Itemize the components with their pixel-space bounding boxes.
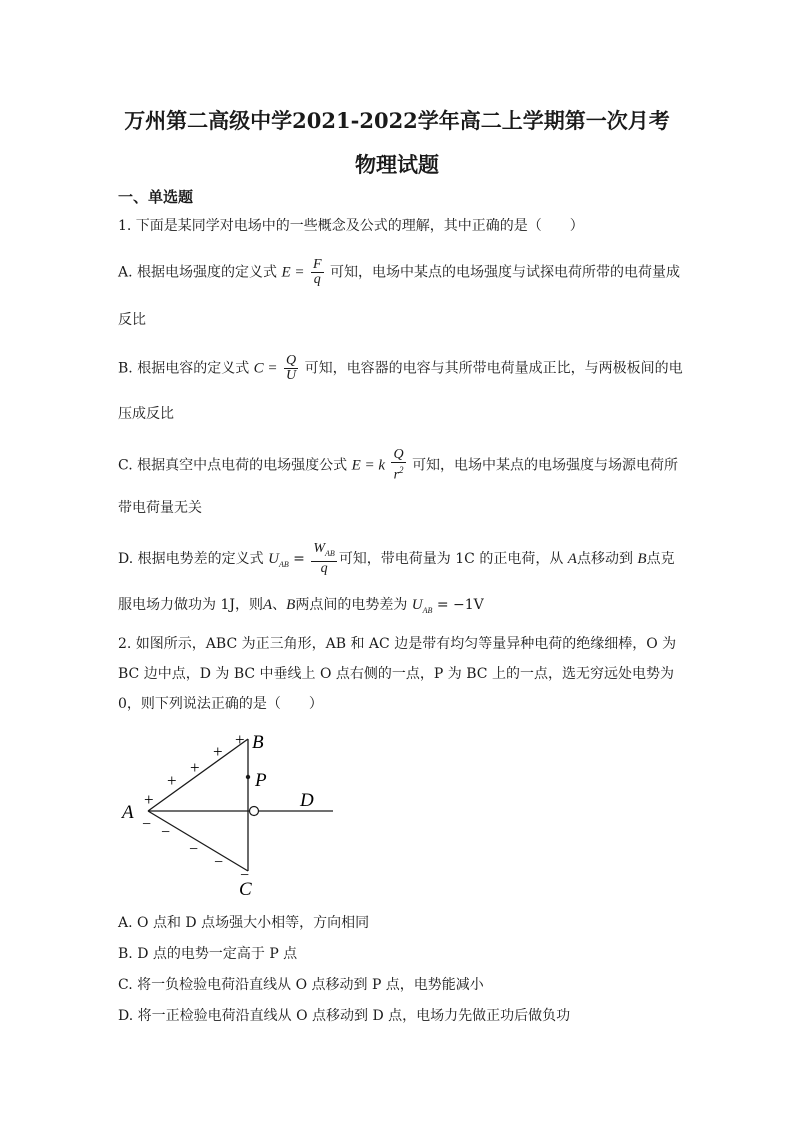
minus-sign: − <box>142 816 152 833</box>
point-o-marker <box>250 807 259 816</box>
q1-option-c-cont: 带电荷量无关 <box>118 500 202 516</box>
q1-a-num: F <box>312 257 322 272</box>
q1-b-lhs: C = <box>253 360 278 377</box>
q1-b-num: Q <box>286 353 297 368</box>
section-heading: 一、单选题 <box>118 188 194 206</box>
plus-sign: + <box>167 771 177 790</box>
q1-option-a-cont: 反比 <box>118 312 146 328</box>
q1-d-result-sub: AB <box>422 606 433 615</box>
q2-stem-line2: BC 边中点，D 为 BC 中垂线上 O 点右侧的一点，P 为 BC 上的一点，选无穷远处电势为 <box>118 666 674 682</box>
q1-c-num: Q <box>393 447 404 462</box>
q1-a-prefix: A. 根据电场强度的定义式 <box>118 264 278 281</box>
q1-option-a <box>118 258 680 287</box>
q2-option-a: A. O 点和 D 点场强大小相等，方向相同 <box>118 915 370 931</box>
q2-option-b: B. D 点的电势一定高于 P 点 <box>118 946 298 962</box>
q1-a-after: 可知，电场中某点的电场强度与试探电荷所带的电荷量成 <box>329 264 680 281</box>
q1-d-cont-2: 、 <box>272 597 287 613</box>
q1-c-den-exp: 2 <box>399 465 404 475</box>
q1-c-after: 可知，电场中某点的电场强度与场源电荷所 <box>412 457 679 474</box>
q2-stem-line1: 2. 如图所示，ABC 为正三角形，AB 和 AC 边是带有均匀等量异种电荷的绝缘细棒，O 为 <box>118 636 677 652</box>
q1-d-result-u: U <box>411 597 423 613</box>
q1-d-cont-a: A <box>262 597 273 613</box>
q1-stem: 1. 下面是某同学对电场中的一些概念及公式的理解，其中正确的是（ ） <box>118 218 584 234</box>
q1-d-cont-3: 两点间的电势差为 <box>295 597 408 613</box>
q1-b-prefix: B. 根据电容的定义式 <box>118 360 250 377</box>
q1-b-fraction <box>284 354 298 383</box>
label-c: C <box>239 879 252 900</box>
minus-sign: − <box>214 854 224 871</box>
q1-d-lhs-u: U <box>268 550 279 567</box>
label-a: A <box>122 802 134 823</box>
q1-d-result <box>412 597 433 613</box>
q1-d-num-w: W <box>313 541 326 556</box>
q1-d-point-b: B <box>637 550 647 567</box>
q1-d-fraction <box>311 542 336 576</box>
q2-option-d: D. 将一正检验电荷沿直线从 O 点移动到 D 点，电场力先做正功后做负功 <box>118 1008 571 1024</box>
q1-c-prefix: C. 根据真空中点电荷的电场强度公式 <box>118 457 348 474</box>
q1-d-end: 点克 <box>646 550 675 567</box>
label-b: B <box>252 732 264 753</box>
q1-a-lhs: E = <box>281 264 305 281</box>
q1-d-mid: 点移动到 <box>576 550 633 567</box>
q1-d-cont-b: B <box>286 597 296 613</box>
minus-sign: − <box>240 867 250 884</box>
q1-d-result-val: = −1V <box>432 597 484 613</box>
q1-b-den: U <box>286 368 297 383</box>
q1-option-b <box>118 354 683 383</box>
q1-c-den-base: r <box>393 467 400 483</box>
q1-d-prefix: D. 根据电势差的定义式 <box>118 550 264 567</box>
plus-sign: + <box>144 790 154 809</box>
q1-d-num <box>311 542 336 562</box>
page-subtitle: 物理试题 <box>355 152 439 177</box>
q1-c-lhs: E = k <box>351 457 386 474</box>
q1-d-num-sub: AB <box>325 548 335 558</box>
plus-sign: + <box>235 730 245 749</box>
q2-stem-line3: 0，则下列说法正确的是（ ） <box>118 696 323 712</box>
label-p: P <box>255 770 267 791</box>
q1-d-cont-1: 服电场力做功为 1J，则 <box>118 597 263 613</box>
q1-d-lhs-sub: AB <box>278 559 289 569</box>
q1-c-den <box>391 463 405 483</box>
q1-d-eq: = <box>293 550 305 567</box>
label-d: D <box>300 790 314 811</box>
q1-option-d <box>118 542 675 576</box>
q1-option-d-cont <box>118 595 484 621</box>
minus-sign: − <box>189 841 199 858</box>
q1-d-lhs <box>268 551 289 567</box>
minus-sign: − <box>161 824 171 841</box>
q1-option-c <box>118 448 678 483</box>
q1-b-after: 可知，电容器的电容与其所带电荷量成正比，与两极板间的电 <box>304 360 683 377</box>
q1-c-fraction <box>391 448 405 483</box>
plus-sign: + <box>190 758 200 777</box>
q1-d-point-a: A <box>567 550 577 567</box>
q1-a-fraction <box>311 258 324 287</box>
page-title: 万州第二高级中学2021-2022学年高二上学期第一次月考 <box>124 108 670 133</box>
q1-d-den: q <box>320 560 328 576</box>
q1-option-b-cont: 压成反比 <box>118 406 174 422</box>
q1-d-after: 可知，带电荷量为 1C 的正电荷，从 <box>338 550 564 567</box>
q2-option-c: C. 将一负检验电荷沿直线从 O 点移动到 P 点，电势能减小 <box>118 977 484 993</box>
point-p-marker <box>246 775 250 779</box>
plus-sign: + <box>213 742 223 761</box>
q1-a-den: q <box>313 272 321 287</box>
q2-figure <box>118 725 348 905</box>
